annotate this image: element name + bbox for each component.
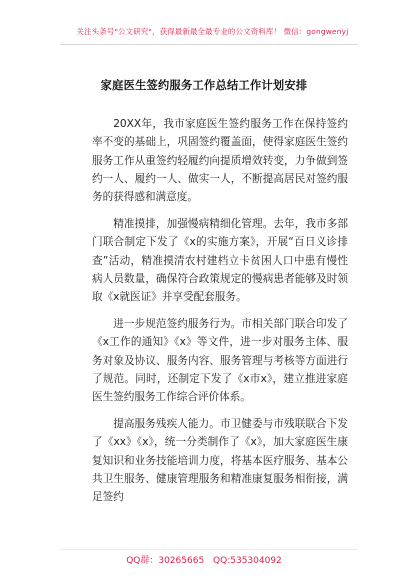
- footer-qq-contact: QQ:535304092: [213, 556, 282, 566]
- paragraph-service-standards: 进一步规范签约服务行为。市相关部门联合印发了《x工作的通知》《x》等文件，进一步对服务主体、服务对象及协议、服务内容、服务管理与考核等方面进行了规范。同时，还制定下发了《x市x》，建立推进家庭医生签约服务工作综合评价体系。: [92, 317, 348, 404]
- paragraph-chronic-disease: 精准摸排，加强慢病精细化管理。去年，我市多部门联合制定下发了《x的实施方案》，开展“百日义诊排查”活动，精准摸清农村建档立卡贫困人口中患有慢性病人员数量，确保符合政策规定的慢病患者能够及时领取《x就医证》并享受配套服务。: [92, 217, 348, 304]
- footer-divider: [60, 549, 358, 550]
- paragraph-intro: 20XX年，我市家庭医生签约服务工作在保持签约率不变的基础上，巩固签约覆盖面，使得家庭医生签约服务工作从重签约轻履约向提质增效转变，力争做到签约一人、履约一人、做实一人，不断提高居民对签约服务的获得感和满意度。: [92, 118, 348, 204]
- header-banner: 关注头条号"公文研究"，获得最新最全最专业的公文资料库！ 微信：gongwenyj: [76, 27, 349, 36]
- paragraph-disability-service: 提高服务残疾人能力。市卫健委与市残联联合下发了《xx》《x》，统一分类制作了《x》，加大家庭医生康复知识和业务技能培训力度，将基本医疗服务、基本公共卫生服务、健康管理服务和精准康复服务相衔接，满足签约: [92, 417, 348, 504]
- footer-qq-group: QQ群：30265665: [126, 556, 205, 566]
- header-divider: [60, 44, 358, 45]
- document-title: 家庭医生签约服务工作总结工作计划安排: [100, 79, 308, 92]
- document-body: [92, 115, 348, 515]
- footer-contacts: [0, 553, 408, 566]
